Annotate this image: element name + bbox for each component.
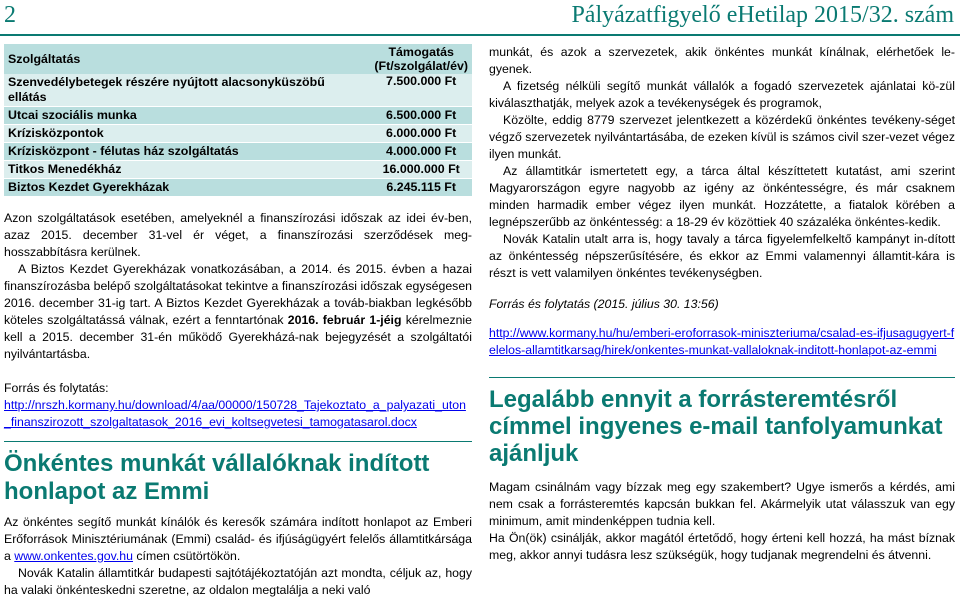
onkentes-link[interactable]: www.onkentes.gov.hu — [14, 549, 133, 563]
table-cell-service: Szenvedélybetegek részére nyújtott alacsonyküszöbű ellátás — [4, 74, 370, 107]
table-cell-amount: 7.500.000 Ft — [370, 74, 472, 107]
paragraph: Ha Ön(ök) csinálják, akkor magától értetődő, hogy érteni kell hozzá, ha mást bíznak meg, akkor annyi tudásra lesz szükségük, hogy tudjanak megrendelni és átvenni. — [489, 531, 955, 562]
publication-title: Pályázatfigyelő eHetilap 2015/32. szám — [571, 2, 954, 28]
course-heading: Legalább ennyit a forrásteremtésről címmel ingyenes e-mail tanfolyamunkat ajánljuk — [489, 386, 943, 467]
paragraph: Novák Katalin államtitkár budapesti sajtótájékoztatóján azt mondta, céljuk az, hogy ha valaki önkénteskedni szeretne, az oldalon megtalálja a neki való — [4, 566, 472, 597]
paragraph: Az államtitkár ismertetett egy, a tárca által készíttetett kutatást, ami szerint Magyarországon egyre nagyobb az igény az önkéntességre, és már csaknem minden harmadik ember végez ilyen munkát. Hozzátette, a fiatalok körében a legnépszerűbb az önkéntesség: a 18-29 év közöttiek 40 százaléka önkéntes-kedik. — [489, 164, 955, 229]
source-link[interactable]: http://www.kormany.hu/hu/emberi-eroforrasok-miniszteriuma/csalad-es-ifjusagugyert-felelos-allamtitkarsag/hirek/onkentes-munkat-vallaloknak-inditott-honlapot-az-emmi — [489, 326, 955, 357]
source-label: Forrás és folytatás (2015. július 30. 13:56) — [489, 297, 719, 311]
article-heading: Önkéntes munkát vállalóknak indított honlapot az Emmi — [4, 450, 430, 505]
table-cell-amount: 6.245.115 Ft — [370, 179, 472, 197]
spacer — [489, 359, 955, 377]
table-row — [4, 179, 472, 197]
table-header-amount — [370, 44, 472, 74]
paragraph: Közölte, eddig 8779 szervezet jelentkezett a közérdekű önkéntes tevékeny-séget végző szervezetek nyilvántartásába, de ezeken kívül is számos civil szer-vezet végez ilyen munkát. — [489, 113, 955, 161]
paragraph: A fizetség nélküli segítő munkát vállalók a fogadó szervezetek ajánlatai kö-zül kiválaszthatják, melyek azok a tevékenységek és programok, — [489, 79, 955, 110]
source-link[interactable]: http://nrszh.kormany.hu/download/4/aa/00000/150728_Tajekoztato_a_palyazati_uton_finanszirozott_szolgaltatasok_2016_evi_koltsegvetesi_tamogatasarol.docx — [4, 398, 466, 429]
source-label: Forrás és folytatás: — [4, 381, 109, 395]
table-row — [4, 125, 472, 143]
table-header-amount-line1: Támogatás — [388, 45, 454, 59]
paragraph — [4, 261, 472, 363]
table-row — [4, 74, 472, 107]
spacer — [4, 442, 472, 450]
table-cell-service: Krízisközpontok — [4, 125, 370, 143]
table-row — [4, 107, 472, 125]
right-column — [489, 44, 955, 564]
table-header-amount-line2: (Ft/szolgálat/év) — [374, 59, 469, 73]
spacer — [4, 197, 472, 210]
page-number: 2 — [4, 2, 16, 28]
paragraph: Novák Katalin utalt arra is, hogy tavaly a tárca figyelemfelkeltő kampányt in-dított az önkéntesség népszerűsítésére, és ekkor az Emmi valamennyi államtit-kára is részt is vett valamilyen önkéntes tevékenységben. — [489, 232, 955, 280]
paragraph-text: címen csütörtökön. — [132, 549, 241, 563]
table-header-row — [4, 44, 472, 74]
table-cell-service: Titkos Menedékház — [4, 161, 370, 179]
table-row — [4, 143, 472, 161]
table-cell-amount: 6.500.000 Ft — [370, 107, 472, 125]
table-cell-amount: 6.000.000 Ft — [370, 125, 472, 143]
spacer — [489, 282, 955, 296]
deadline-text: 2016. február 1-jéig — [287, 313, 402, 327]
table-cell-service: Biztos Kezdet Gyerekházak — [4, 179, 370, 197]
spacer — [4, 431, 472, 441]
table-cell-service: Krízisközpont - félutas ház szolgáltatás — [4, 143, 370, 161]
table-cell-amount: 16.000.000 Ft — [370, 161, 472, 179]
spacer — [489, 467, 955, 479]
paragraph: munkát, és azok a szervezetek, akik önkéntes munkát kínálnak, elérhetőek le-gyenek. — [489, 45, 955, 76]
funding-table — [4, 44, 472, 197]
table-cell-amount: 4.000.000 Ft — [370, 143, 472, 161]
spacer — [4, 506, 472, 514]
paragraph: Magam csinálnám vagy bízzak meg egy szakembert? Ugye ismerős a kérdés, ami nem csak a forrásteremtés kapcsán bukkan fel. Akármelyik utat válasszuk van egy minimum, amit mindenképpen tudnia kell. — [489, 480, 955, 528]
paragraph: Azon szolgáltatások esetében, amelyeknél a finanszírozási időszak az idei év-ben, azaz 2015. december 31-vel ér véget, a finanszírozási szerződések meg-hosszabbításra kerülnek. — [4, 211, 472, 259]
left-column — [4, 44, 472, 599]
paragraph-text: kérelmeznie kell a 2015. december 31-én működő Gyerekházá-nak bejegyzését a szolgáltatói nyilvántartásba. — [4, 313, 473, 361]
paragraph — [4, 514, 472, 565]
header-rule — [0, 34, 960, 36]
table-row — [4, 161, 472, 179]
table-cell-service: Utcai szociális munka — [4, 107, 370, 125]
paragraph-text: A Biztos Kezdet Gyerekházak vonatkozásában, a 2014. és 2015. évben a hazai finanszírozásba belépő szolgáltatásokat tekintve a finanszírozási időszak egységesen 2016. december 31-ig tart. A Biztos Kezdet Gyerekházak a továb-biakban legkésőbb köteles szolgáltatássá válnak, ezért a fenntartónak — [4, 262, 472, 327]
spacer — [4, 363, 472, 380]
table-header-service: Szolgáltatás — [4, 44, 370, 74]
spacer — [489, 313, 955, 325]
paragraph-text: Az önkéntes segítő munkát kínálók és keresők számára indított honlapot az Emberi Erőforrások Minisztériumának (Emmi) család- és ifjúságügyért felelős államtitkársága a — [4, 515, 472, 563]
spacer — [489, 378, 955, 386]
